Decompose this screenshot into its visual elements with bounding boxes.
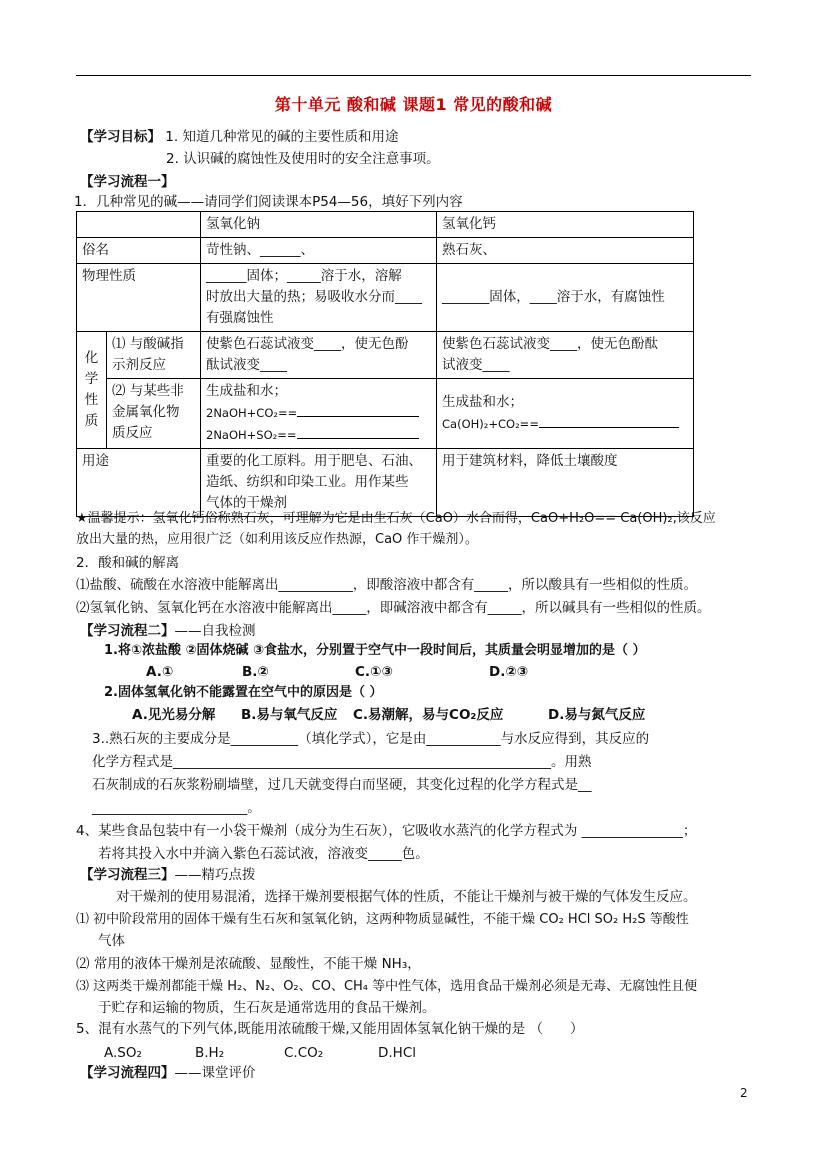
flow2-q3-line-4: _______________________。 bbox=[92, 800, 261, 816]
cell-line: 重要的化工原料。用于肥皂、石油、 bbox=[206, 453, 422, 469]
header-rule bbox=[76, 75, 751, 76]
cell-line: ⑵ 与某些非 bbox=[112, 383, 184, 399]
flow4-title: ——课堂评价 bbox=[174, 1065, 256, 1081]
flow1-label: 【学习流程一】 bbox=[80, 174, 175, 190]
objectives bbox=[80, 128, 398, 146]
tip-line-1: ★温馨提示：氢氧化钙俗称熟石灰，可理解为它是由生石灰（CaO）水合而得，CaO+H₂O== Ca(OH)₂,该反应 bbox=[76, 511, 716, 526]
page-title: 第十单元 酸和碱 课题1 常见的酸和碱 bbox=[274, 95, 553, 114]
objective-1: 1. 知道几种常见的碱的主要性质和用途 bbox=[165, 129, 399, 145]
cell-line: 金属氧化物 bbox=[112, 404, 180, 420]
sub-label-indicator bbox=[107, 332, 201, 379]
chem-char: 化 bbox=[84, 350, 99, 366]
flow2-q4-line-2: 若将其投入水中并滴入紫色石蕊试液，溶液变_____色。 bbox=[98, 846, 429, 862]
table-row bbox=[77, 238, 694, 264]
row-label-physical: 物理性质 bbox=[77, 264, 201, 332]
cell-caoh-uses: 用于建筑材料，降低土壤酸度 bbox=[437, 449, 694, 517]
flow2-q3-line-3: 石灰制成的石灰浆粉刷墙壁，过几天就变得白而坚硬，其变化过程的化学方程式是__ bbox=[92, 777, 592, 793]
header-naoh: 氢氧化钠 bbox=[201, 212, 437, 238]
flow2-q1-option-a[interactable]: A.① bbox=[146, 664, 174, 680]
cell-line bbox=[206, 402, 431, 424]
table-corner bbox=[77, 212, 201, 238]
cell-caoh-indicator[interactable] bbox=[437, 332, 694, 379]
cell-line: ⑴ 与酸碱指 bbox=[112, 336, 184, 352]
flow2-q2-option-c[interactable]: C.易潮解，易与CO₂反应 bbox=[353, 707, 504, 723]
q2-line-2: ⑵氢氧化钠、氢氧化钙在水溶液中能解离出_____，即碱溶液中都含有_____，所以碱具有一些相似的性质。 bbox=[76, 600, 711, 616]
cell-naoh-physical[interactable] bbox=[201, 264, 437, 332]
cell-line bbox=[442, 413, 688, 435]
cell-line: 有强腐蚀性 bbox=[206, 310, 274, 326]
cell-line: 酞试液变____ bbox=[206, 357, 287, 373]
cell-line: 质反应 bbox=[112, 425, 153, 441]
cell-line: 试液变____ bbox=[442, 357, 510, 373]
cell-caoh-oxide[interactable] bbox=[437, 379, 694, 449]
flow3-title: ——精巧点拨 bbox=[174, 867, 256, 883]
cell-line: 生成盐和水； bbox=[442, 394, 523, 410]
answer-blank[interactable] bbox=[297, 424, 419, 439]
table-row bbox=[77, 449, 694, 517]
flow3-q5: 5、混有水蒸气的下列气体,既能用浓硫酸干燥,又能用固体氢氧化钠干燥的是 （ ） bbox=[76, 1021, 584, 1037]
flow3-point-2: ⑵ 常用的液体干燥剂是浓硫酸、显酸性，不能干燥 NH₃， bbox=[76, 956, 421, 972]
flow3-heading bbox=[80, 866, 256, 884]
flow4-heading bbox=[80, 1064, 256, 1082]
flow2-q2: 2.固体氢氧化钠不能露置在空气中的原因是（ ） bbox=[104, 685, 383, 700]
page-number: 2 bbox=[740, 1086, 748, 1100]
cell-line: 造纸、纺织和印染工业。用作某些 bbox=[206, 474, 409, 490]
cell-naoh-indicator[interactable] bbox=[201, 332, 437, 379]
table-row bbox=[77, 264, 694, 332]
row-label-uses: 用途 bbox=[77, 449, 201, 517]
answer-blank[interactable] bbox=[539, 413, 679, 428]
flow2-q1-option-c[interactable]: C.①③ bbox=[355, 664, 393, 680]
objective-2: 2. 认识碱的腐蚀性及使用时的安全注意事项。 bbox=[166, 151, 440, 167]
flow2-q1: 1.将①浓盐酸 ②固体烧碱 ③食盐水，分别置于空气中一段时间后，其质量会明显增加的是（ ） bbox=[104, 643, 646, 658]
cell-line: 时放出大量的热；易吸收水分而____ bbox=[206, 289, 422, 305]
flow2-title: ——自我检测 bbox=[174, 623, 256, 639]
flow2-q3-line-1: 3..熟石灰的主要成分是__________（填化学式），它是由___________与水反应得到，其反应的 bbox=[92, 731, 650, 747]
flow2-q2-option-d[interactable]: D.易与氮气反应 bbox=[548, 707, 646, 723]
answer-blank[interactable] bbox=[297, 402, 419, 417]
flow3-q5-option-d[interactable]: D.HCl bbox=[378, 1045, 417, 1061]
flow2-q2-option-b[interactable]: B.易与氧气反应 bbox=[241, 707, 338, 723]
cell-naoh-uses bbox=[201, 449, 437, 517]
flow2-label: 【学习流程二】 bbox=[80, 623, 175, 639]
cell-line: 气体的干燥剂 bbox=[206, 495, 287, 511]
cell-line: 使紫色石蕊试液变____，使无色酚 bbox=[206, 336, 409, 352]
row-label-common-name: 俗名 bbox=[77, 238, 201, 264]
equation-caoh-co2: Ca(OH)₂+CO₂== bbox=[442, 417, 539, 431]
cell-caoh-physical[interactable]: _______固体，____溶于水，有腐蚀性 bbox=[437, 264, 694, 332]
table-row bbox=[77, 332, 694, 379]
chem-char: 学 bbox=[84, 371, 99, 387]
equation-naoh-co2: 2NaOH+CO₂== bbox=[206, 406, 298, 420]
flow4-label: 【学习流程四】 bbox=[80, 1065, 175, 1081]
flow3-point-3-line-2: 于贮存和运输的物质，生石灰是通常选用的食品干燥剂。 bbox=[98, 1000, 436, 1016]
flow3-q5-option-a[interactable]: A.SO₂ bbox=[104, 1045, 142, 1061]
cell-naoh-common-name[interactable]: 苛性钠、______、 bbox=[201, 238, 437, 264]
flow3-point-1-line-1: ⑴ 初中阶段常用的固体干燥有生石灰和氢氧化钠，这两种物质显碱性，不能干燥 CO₂ HCl SO₂ H₂S 等酸性 bbox=[76, 912, 689, 927]
cell-line bbox=[206, 424, 431, 446]
flow3-point-1-line-2: 气体 bbox=[98, 933, 125, 949]
chem-char: 性 bbox=[84, 392, 99, 408]
flow2-heading bbox=[80, 622, 256, 640]
flow2-q2-option-a[interactable]: A.见光易分解 bbox=[132, 707, 216, 723]
chem-char: 质 bbox=[84, 413, 99, 429]
flow3-label: 【学习流程三】 bbox=[80, 867, 175, 883]
flow3-q5-option-c[interactable]: C.CO₂ bbox=[284, 1045, 324, 1061]
header-caoh: 氢氧化钙 bbox=[437, 212, 694, 238]
row-label-chemical bbox=[77, 332, 107, 449]
cell-line: ______固体；_____溶于水，溶解 bbox=[206, 268, 402, 284]
flow2-q1-option-d[interactable]: D.②③ bbox=[489, 664, 529, 680]
cell-caoh-common-name[interactable]: 熟石灰、 bbox=[437, 238, 694, 264]
sub-label-oxide bbox=[107, 379, 201, 449]
flow3-point-3-line-1: ⑶ 这两类干燥剂都能干燥 H₂、N₂、O₂、CO、CH₄ 等中性气体，选用食品干燥剂必须是无毒、无腐蚀性且便 bbox=[76, 979, 698, 994]
flow1-question: 1．几种常见的碱——请同学们阅读课本P54—56，填好下列内容 bbox=[74, 194, 463, 210]
table-header-row bbox=[77, 212, 694, 238]
table-row bbox=[77, 379, 694, 449]
flow3-q5-option-b[interactable]: B.H₂ bbox=[195, 1045, 225, 1061]
q2-line-1: ⑴盐酸、硫酸在水溶液中能解离出___________，即酸溶液中都含有_____，所以酸具有一些相似的性质。 bbox=[76, 577, 697, 593]
cell-line: 使紫色石蕊试液变____，使无色酚酞 bbox=[442, 336, 658, 352]
flow2-q4-line-1: 4、某些食品包装中有一小袋干燥剂（成分为生石灰），它吸收水蒸汽的化学方程式为 _______________； bbox=[76, 823, 697, 839]
equation-naoh-so2: 2NaOH+SO₂== bbox=[206, 428, 297, 442]
base-properties-table bbox=[76, 211, 694, 517]
flow3-intro: 对干燥剂的使用易混淆，选择干燥剂要根据气体的性质，不能让干燥剂与被干燥的气体发生反应。 bbox=[116, 889, 697, 905]
flow2-q1-option-b[interactable]: B.② bbox=[242, 664, 269, 680]
cell-naoh-oxide[interactable] bbox=[201, 379, 437, 449]
tip-line-2: 放出大量的热，应用很广泛（如利用该反应作热源，CaO 作干燥剂）。 bbox=[76, 532, 478, 547]
cell-line: 示剂反应 bbox=[112, 357, 166, 373]
flow2-q3-line-2: 化学方程式是________________________________________________________。用熟 bbox=[92, 754, 592, 770]
cell-line: 生成盐和水； bbox=[206, 383, 287, 399]
objectives-label: 【学习目标】 bbox=[80, 129, 161, 145]
q2-heading: 2．酸和碱的解离 bbox=[76, 555, 180, 571]
